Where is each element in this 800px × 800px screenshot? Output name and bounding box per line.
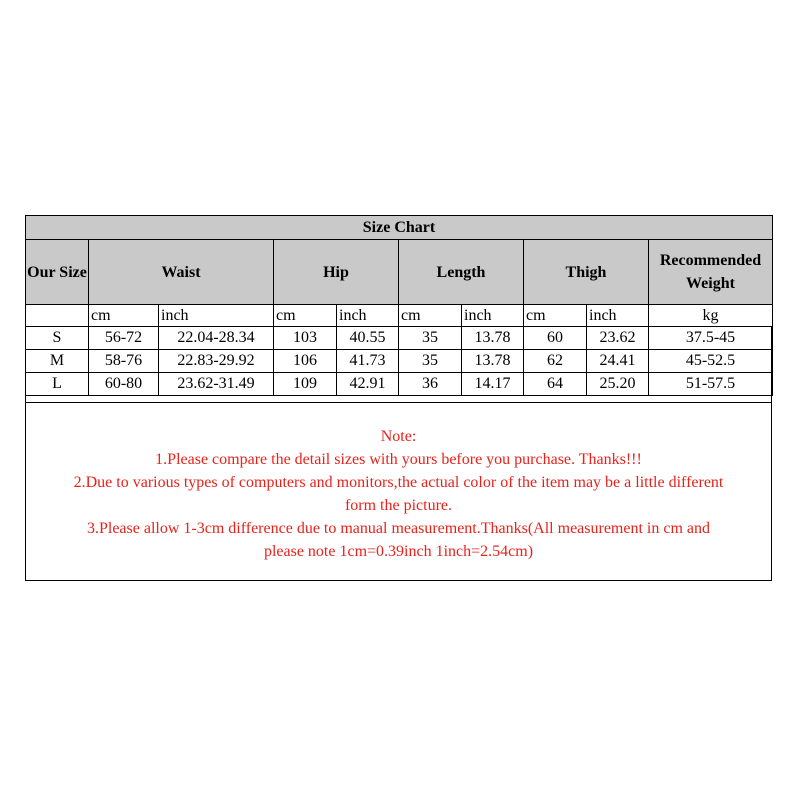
cell-waist-cm: 56-72 (89, 327, 159, 350)
note-line-2b: form the picture. (344, 497, 453, 514)
cell-weight: 51-57.5 (649, 373, 773, 396)
unit-cell: inch (462, 305, 524, 327)
table-title: Size Chart (26, 216, 773, 240)
cell-waist-cm: 58-76 (89, 350, 159, 373)
table-row (26, 373, 773, 396)
unit-cell: cm (399, 305, 462, 327)
cell-thigh-inch: 24.41 (587, 350, 649, 373)
header-size: Our Size (26, 240, 89, 305)
cell-length-inch: 14.17 (462, 373, 524, 396)
cell-weight: 37.5-45 (649, 327, 773, 350)
header-length: Length (399, 240, 524, 305)
cell-size: S (26, 327, 89, 350)
cell-length-inch: 13.78 (462, 327, 524, 350)
cell-size: L (26, 373, 89, 396)
cell-length-cm: 35 (399, 350, 462, 373)
cell-waist-inch: 22.04-28.34 (159, 327, 274, 350)
unit-cell: cm (524, 305, 587, 327)
cell-hip-inch: 41.73 (337, 350, 399, 373)
cell-hip-cm: 109 (274, 373, 337, 396)
table-row (26, 350, 773, 373)
note-line-3b: please note 1cm=0.39inch 1inch=2.54cm) (263, 543, 534, 560)
note-line-3a: 3.Please allow 1-3cm difference due to manual measurement.Thanks(All measurement in cm and (86, 520, 711, 537)
unit-empty (26, 305, 89, 327)
cell-length-cm: 36 (399, 373, 462, 396)
cell-thigh-inch: 25.20 (587, 373, 649, 396)
header-thigh: Thigh (524, 240, 649, 305)
unit-cell: inch (337, 305, 399, 327)
cell-thigh-inch: 23.62 (587, 327, 649, 350)
cell-thigh-cm: 60 (524, 327, 587, 350)
note-line-1: 1.Please compare the detail sizes with yours before you purchase. Thanks!!! (155, 451, 642, 468)
cell-length-inch: 13.78 (462, 350, 524, 373)
note-section (26, 402, 771, 580)
unit-cell: cm (89, 305, 159, 327)
note-heading: Note: (380, 428, 417, 445)
cell-waist-cm: 60-80 (89, 373, 159, 396)
cell-waist-inch: 23.62-31.49 (159, 373, 274, 396)
header-waist: Waist (89, 240, 274, 305)
unit-cell: inch (159, 305, 274, 327)
size-table (25, 215, 773, 396)
cell-hip-inch: 42.91 (337, 373, 399, 396)
cell-hip-cm: 103 (274, 327, 337, 350)
cell-weight: 45-52.5 (649, 350, 773, 373)
cell-thigh-cm: 64 (524, 373, 587, 396)
cell-size: M (26, 350, 89, 373)
unit-cell: inch (587, 305, 649, 327)
cell-hip-cm: 106 (274, 350, 337, 373)
table-row (26, 327, 773, 350)
cell-hip-inch: 40.55 (337, 327, 399, 350)
cell-waist-inch: 22.83-29.92 (159, 350, 274, 373)
cell-thigh-cm: 62 (524, 350, 587, 373)
header-hip: Hip (274, 240, 399, 305)
size-chart (25, 215, 772, 581)
note-line-2a: 2.Due to various types of computers and monitors,the actual color of the item may be a little different (73, 474, 724, 491)
unit-cell: kg (649, 305, 773, 327)
cell-length-cm: 35 (399, 327, 462, 350)
unit-cell: cm (274, 305, 337, 327)
header-weight: Recommended Weight (649, 240, 773, 305)
